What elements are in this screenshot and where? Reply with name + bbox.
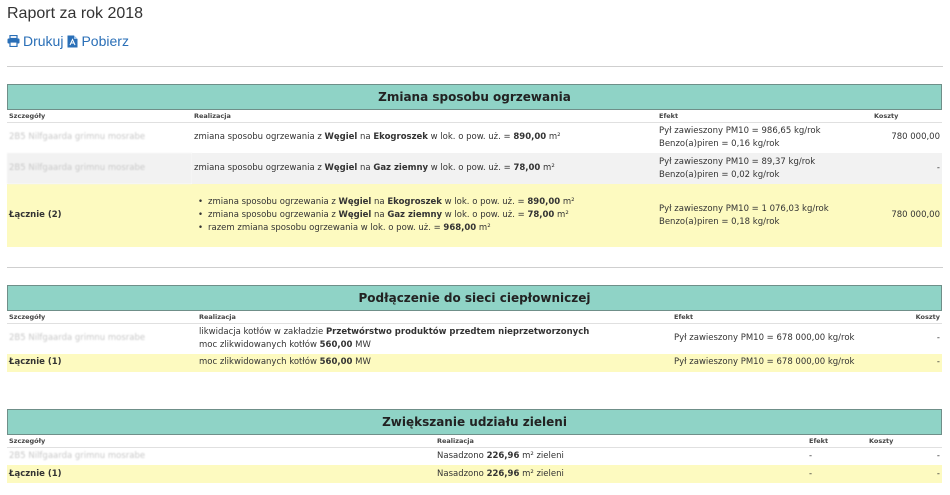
col-header-cost: Koszty	[887, 311, 942, 323]
total-realization: moc zlikwidowanych kotłów 560,00 MW	[197, 354, 672, 372]
list-item: • zmiana sposobu ogrzewania z Węgiel na Ekogroszek w lok. o pow. uż. = 890,00 m²	[194, 196, 655, 209]
row-realization: zmiana sposobu ogrzewania z Węgiel na Gaz ziemny w lok. o pow. uż. = 78,00 m²	[192, 153, 657, 184]
row-details: 2B5 Nilfgaarda grimnu mosrabe	[9, 333, 146, 343]
col-header-realization: Realizacja	[192, 110, 657, 122]
row-details: 2B5 Nilfgaarda grimnu mosrabe	[7, 153, 192, 184]
col-header-effect: Efekt	[807, 435, 867, 447]
col-header-effect: Efekt	[672, 311, 887, 323]
total-cost: -	[867, 465, 942, 483]
greenery-table	[7, 435, 942, 483]
download-button[interactable]	[67, 33, 128, 49]
table-header-row	[7, 311, 942, 323]
table-header-row	[7, 435, 942, 447]
print-label: Drukuj	[23, 33, 64, 49]
report-actions	[7, 33, 129, 49]
row-effect: Pył zawieszony PM10 = 986,65 kg/rok Benzo(a)piren = 0,16 kg/rok	[659, 125, 821, 149]
table-row	[7, 447, 942, 465]
row-cost: -	[872, 153, 942, 184]
col-header-details: Szczegóły	[7, 311, 197, 323]
row-cost: -	[936, 450, 940, 461]
row-effect: Pył zawieszony PM10 = 89,37 kg/rok Benzo(a)piren = 0,02 kg/rok	[657, 153, 872, 184]
total-realization: Nasadzono 226,96 m² zieleni	[435, 465, 807, 483]
row-realization: Nasadzono 226,96 m² zieleni	[437, 450, 564, 461]
col-header-cost: Koszty	[872, 110, 942, 122]
row-realization: zmiana sposobu ogrzewania z Węgiel na Ekogroszek w lok. o pow. uż. = 890,00 m²	[194, 132, 561, 143]
table-row	[7, 153, 942, 184]
col-header-realization: Realizacja	[435, 435, 807, 447]
row-effect: Pył zawieszony PM10 = 678 000,00 kg/rok	[674, 333, 855, 343]
row-cost: 780 000,00	[891, 132, 940, 143]
district-heating-table	[7, 311, 942, 372]
row-effect: -	[809, 450, 813, 461]
table-header-row	[7, 110, 942, 122]
download-label: Pobierz	[81, 33, 129, 49]
total-row	[7, 465, 942, 483]
row-details: 2B5 Nilfgaarda grimnu mosrabe	[9, 450, 146, 461]
total-label: Łącznie (1)	[7, 354, 197, 372]
list-item: • razem zmiana sposobu ogrzewania w lok. o pow. uż. = 968,00 m²	[194, 222, 655, 235]
total-effect: Pył zawieszony PM10 = 1 076,03 kg/rok Benzo(a)piren = 0,18 kg/rok	[657, 184, 872, 247]
section-title: Zmiana sposobu ogrzewania	[7, 84, 942, 110]
section-heating-change	[7, 84, 942, 247]
print-button[interactable]	[7, 33, 63, 49]
divider	[7, 66, 943, 67]
heating-change-table	[7, 110, 942, 247]
col-header-effect: Efekt	[657, 110, 872, 122]
total-realization	[192, 184, 657, 247]
total-label: Łącznie (1)	[7, 465, 435, 483]
total-row	[7, 184, 942, 247]
total-cost: -	[887, 354, 942, 372]
col-header-details: Szczegóły	[7, 110, 192, 122]
pdf-file-icon	[67, 35, 78, 48]
table-row	[7, 122, 942, 153]
printer-icon	[7, 35, 20, 47]
row-realization: likwidacja kotłów w zakładzie Przetwórstwo produktów przedtem nieprzetworzonych moc zlikwidowanych kotłów 560,00 MW	[199, 326, 590, 350]
page-title: Raport za rok 2018	[7, 5, 144, 22]
section-title: Zwiększanie udziału zieleni	[7, 409, 942, 435]
row-cost: -	[936, 333, 940, 343]
list-item: • zmiana sposobu ogrzewania z Węgiel na Gaz ziemny w lok. o pow. uż. = 78,00 m²	[194, 209, 655, 222]
col-header-cost: Koszty	[867, 435, 942, 447]
total-row	[7, 354, 942, 372]
total-effect: -	[807, 465, 867, 483]
section-district-heating	[7, 285, 942, 372]
table-row	[7, 323, 942, 354]
row-details: 2B5 Nilfgaarda grimnu mosrabe	[9, 132, 146, 143]
total-label: Łącznie (2)	[7, 184, 192, 247]
col-header-realization: Realizacja	[197, 311, 672, 323]
divider	[7, 267, 943, 268]
total-effect: Pył zawieszony PM10 = 678 000,00 kg/rok	[672, 354, 887, 372]
col-header-details: Szczegóły	[7, 435, 435, 447]
section-greenery	[7, 409, 942, 483]
total-cost: 780 000,00	[872, 184, 942, 247]
section-title: Podłączenie do sieci ciepłowniczej	[7, 285, 942, 311]
